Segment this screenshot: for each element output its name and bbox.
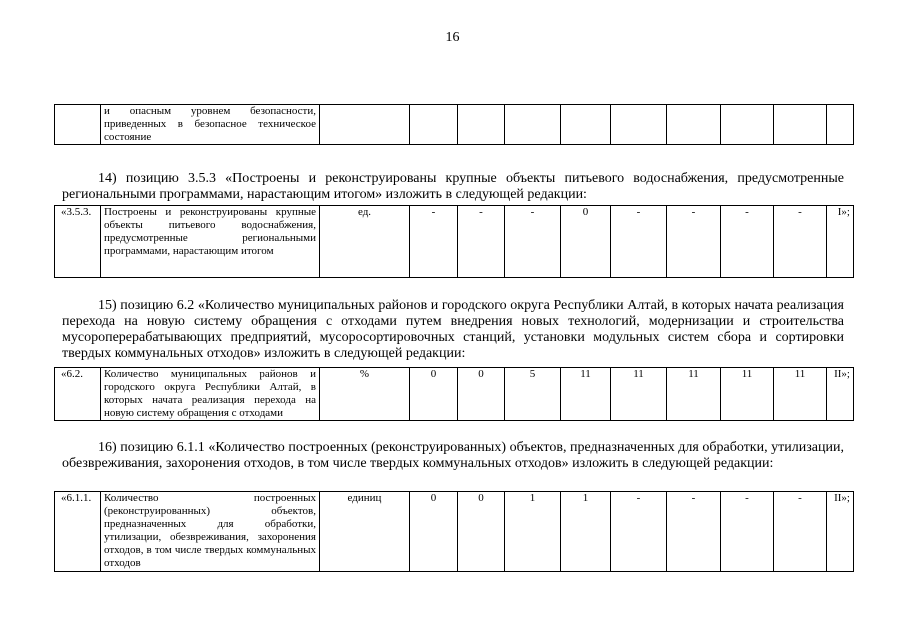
value-cell: 11 — [667, 368, 721, 421]
value-cell — [667, 105, 721, 145]
indicator-name-cell: Количество построенных (реконструированных) объектов, предназначенных для обработки, утилизации, обезвреживания, захоронения отходов, в том числе твердых коммунальных отходов — [101, 492, 320, 572]
indicator-name-cell: и опасным уровнем безопасности, приведенных в безопасное техническое состояние — [101, 105, 320, 145]
table-row — [55, 368, 854, 421]
unit-cell: единиц — [320, 492, 410, 572]
value-cell — [561, 105, 611, 145]
category-cell: II»; — [827, 492, 854, 572]
value-cell: 5 — [505, 368, 561, 421]
value-cell: - — [611, 492, 667, 572]
value-cell: 11 — [611, 368, 667, 421]
value-cell — [611, 105, 667, 145]
value-cell — [410, 105, 458, 145]
value-cell: - — [774, 492, 827, 572]
category-cell: II»; — [827, 368, 854, 421]
row-number-cell — [55, 105, 101, 145]
value-cell: 0 — [458, 492, 505, 572]
value-cell: - — [721, 492, 774, 572]
value-cell: 11 — [774, 368, 827, 421]
value-cell: 0 — [410, 492, 458, 572]
value-cell: - — [774, 206, 827, 278]
paragraph-16: 16) позицию 6.1.1 «Количество построенных (реконструированных) объектов, предназначенных для обработки, утилизации, обезвреживания, захоронения отходов, в том числе твердых коммунальных отходов» изложить в следующей редакции: — [62, 440, 844, 471]
value-cell: 1 — [561, 492, 611, 572]
value-cell — [721, 105, 774, 145]
paragraph-14: 14) позицию 3.5.3 «Построены и реконструированы крупные объекты питьевого водоснабжения, предусмотренные региональными программами, нарастающим итогом» изложить в следующей редакции: — [62, 171, 844, 202]
row-number-cell: «6.1.1. — [55, 492, 101, 572]
value-cell: 0 — [561, 206, 611, 278]
value-cell: - — [611, 206, 667, 278]
table-row — [55, 492, 854, 572]
table-6-2 — [54, 367, 854, 421]
unit-cell: ед. — [320, 206, 410, 278]
value-cell: 1 — [505, 492, 561, 572]
value-cell: - — [667, 206, 721, 278]
value-cell: - — [410, 206, 458, 278]
value-cell: - — [505, 206, 561, 278]
value-cell: - — [721, 206, 774, 278]
value-cell — [827, 105, 854, 145]
value-cell: 11 — [721, 368, 774, 421]
unit-cell: % — [320, 368, 410, 421]
table-fragment-top — [54, 104, 854, 145]
table-6-1-1 — [54, 491, 854, 572]
table-row — [55, 206, 854, 278]
category-cell: I»; — [827, 206, 854, 278]
indicator-name-cell: Построены и реконструированы крупные объекты питьевого водоснабжения, предусмотренные региональными программами, нарастающим итогом — [101, 206, 320, 278]
page-number: 16 — [445, 30, 460, 45]
value-cell: - — [458, 206, 505, 278]
value-cell: 0 — [458, 368, 505, 421]
value-cell — [320, 105, 410, 145]
value-cell: 11 — [561, 368, 611, 421]
table-3-5-3 — [54, 205, 854, 278]
paragraph-15: 15) позицию 6.2 «Количество муниципальных районов и городского округа Республики Алтай, в которых начата реализация перехода на новую систему обращения с отходами путем внедрения новых технологий, модернизации и строительства мусороперерабатывающих предприятий, мусоросортировочных станций, установки модульных систем сбора и сортировки твердых коммунальных отходов» изложить в следующей редакции: — [62, 298, 844, 361]
table-row — [55, 105, 854, 145]
value-cell: 0 — [410, 368, 458, 421]
indicator-name-cell: Количество муниципальных районов и городского округа Республики Алтай, в которых начата реализация перехода на новую систему обращения с отходами — [101, 368, 320, 421]
value-cell — [458, 105, 505, 145]
value-cell: - — [667, 492, 721, 572]
row-number-cell: «3.5.3. — [55, 206, 101, 278]
value-cell — [774, 105, 827, 145]
value-cell — [505, 105, 561, 145]
row-number-cell: «6.2. — [55, 368, 101, 421]
